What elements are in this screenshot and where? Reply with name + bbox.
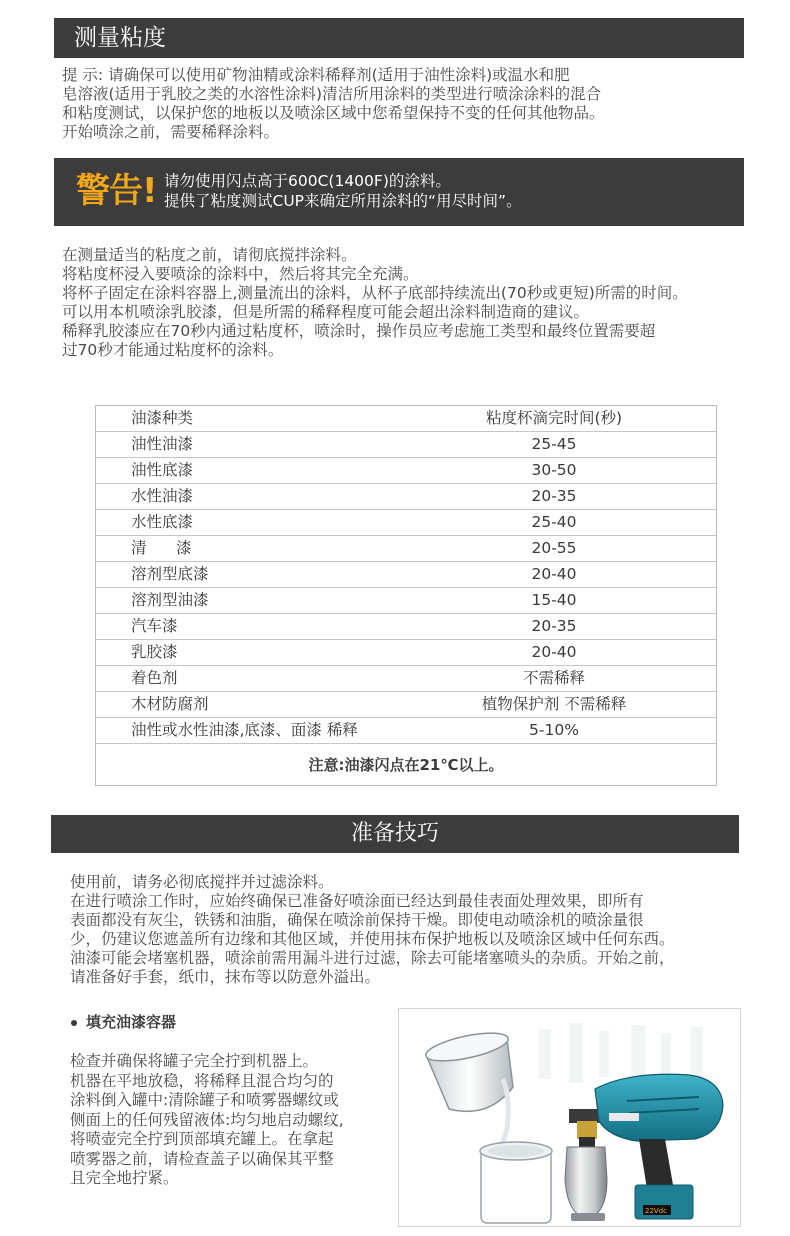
cell-flow-time: 不需稀释 — [522, 669, 585, 687]
sprayer-illustration — [399, 1009, 741, 1227]
text-line: 皂溶液(适用于乳胶之类的水溶性涂料)清洁所用涂料的类型进行喷涂涂料的混合 — [62, 85, 602, 103]
cell-flow-time: 植物保护剂 不需稀释 — [481, 695, 627, 713]
tip-paragraph — [62, 66, 605, 142]
cell-flow-time: 5-10% — [529, 721, 579, 739]
table-row — [96, 692, 716, 718]
text-line: 在测量适当的粘度之前，请彻底搅拌涂料。 — [62, 246, 357, 264]
warning-title: 警告! — [76, 171, 157, 211]
header-paint-type: 油漆种类 — [131, 409, 194, 427]
product-photo — [398, 1008, 741, 1227]
text-line: 且完全地拧紧。 — [70, 1169, 179, 1187]
cell-paint-type: 汽车漆 — [131, 617, 178, 635]
table-row — [96, 458, 716, 484]
cell-paint-type: 溶剂型底漆 — [131, 565, 209, 583]
section-title: 准备技巧 — [350, 821, 439, 846]
text-line: 和粘度测试，以保护您的地板以及喷涂区域中您希望保持不变的任何其他物品。 — [62, 104, 605, 122]
warning-box — [54, 158, 744, 226]
section-header-prep-tips — [51, 815, 739, 853]
cell-paint-type: 着色剂 — [131, 669, 178, 687]
cell-paint-type: 油性底漆 — [131, 461, 194, 479]
text-line: 可以用本机喷涂乳胶漆，但是所需的稀释程度可能会超出涂料制造商的建议。 — [62, 303, 590, 321]
table-note: 注意:油漆闪点在21℃以上。 — [308, 756, 504, 774]
fill-paragraph — [70, 1052, 344, 1189]
table-row — [96, 666, 716, 692]
table-row — [96, 588, 716, 614]
cell-paint-type: 水性底漆 — [131, 513, 194, 531]
cell-flow-time: 15-40 — [531, 591, 577, 609]
table-row — [96, 718, 716, 744]
table-row — [96, 640, 716, 666]
paint-container — [480, 1142, 552, 1223]
table-row — [96, 484, 716, 510]
text-line: 在进行喷涂工作时，应始终确保已准备好喷涂面已经达到最佳表面处理效果，即所有 — [70, 892, 644, 910]
fill-container-heading: 填充油漆容器 — [86, 1013, 177, 1031]
measure-steps-paragraph — [62, 246, 688, 360]
cell-flow-time: 20-35 — [531, 487, 577, 505]
text-line: 请准备好手套，纸巾，抹布等以防意外溢出。 — [70, 968, 381, 986]
text-line: 机器在平地放稳，将稀释且混合均匀的 — [70, 1071, 334, 1090]
text-line: 使用前，请务必彻底搅拌并过滤涂料。 — [70, 873, 334, 891]
text-line: 油漆可能会堵塞机器，喷涂前需用漏斗进行过滤，除去可能堵塞喷头的杂质。开始之前， — [70, 949, 675, 967]
bullet-dot-icon — [71, 1020, 77, 1026]
cell-paint-type: 油性或水性油漆,底漆、面漆 稀释 — [131, 721, 358, 739]
text-line: 将喷壶完全拧到顶部填充罐上。在拿起 — [70, 1130, 334, 1148]
cell-flow-time: 30-50 — [531, 461, 577, 479]
warning-text — [164, 171, 522, 211]
table-row — [96, 614, 716, 640]
text-line: 提 示: 请确保可以使用矿物油精或涂料稀释剂(适用于油性涂料)或温水和肥 — [62, 66, 570, 84]
text-line: 稀释乳胶漆应在70秒内通过粘度杯，喷涂时，操作员应考虑施工类型和最终位置需要超 — [62, 322, 656, 340]
warning-line: 请勿使用闪点高于600C(1400F)的涂料。 — [164, 172, 451, 190]
cell-paint-type: 木材防腐剂 — [131, 695, 209, 713]
spray-gun — [565, 1074, 723, 1221]
table-row — [96, 432, 716, 458]
text-line: 喷雾器之前，请检查盖子以确保其平整 — [70, 1149, 334, 1168]
cell-flow-time: 20-35 — [531, 617, 577, 635]
text-line: 开始喷涂之前，需要稀释涂料。 — [62, 123, 280, 141]
text-line: 将粘度杯浸入要喷涂的涂料中，然后将其完全充满。 — [62, 265, 419, 283]
table-row — [96, 510, 716, 536]
cell-paint-type: 乳胶漆 — [131, 643, 178, 661]
warning-line: 提供了粘度测试CUP来确定所用涂料的“用尽时间”。 — [164, 192, 522, 210]
text-line: 过70秒才能通过粘度杯的涂料。 — [62, 341, 284, 359]
table-row — [96, 562, 716, 588]
section-header-viscosity — [54, 18, 744, 58]
table-row — [96, 536, 716, 562]
cell-paint-type: 水性油漆 — [131, 487, 194, 505]
section-title: 测量粘度 — [74, 25, 166, 51]
text-line: 涂料倒入罐中:清除罐子和喷雾器螺纹或 — [70, 1091, 339, 1109]
cell-flow-time: 20-55 — [531, 539, 577, 557]
cell-paint-type: 清 漆 — [131, 539, 192, 557]
battery-label: 22Vdc — [645, 1207, 667, 1215]
viscosity-table — [95, 405, 717, 786]
text-line: 将杯子固定在涂料容器上,测量流出的涂料，从杯子底部持续流出(70秒或更短)所需的时间。 — [62, 284, 688, 302]
measuring-cup — [424, 1028, 513, 1151]
text-line: 少，仍建议您遮盖所有边缘和其他区域，并使用抹布保护地板以及喷涂区域中任何东西。 — [70, 930, 675, 948]
cell-flow-time: 20-40 — [531, 565, 577, 583]
cell-flow-time: 25-45 — [531, 435, 577, 453]
text-line: 表面都没有灰尘，铁锈和油脂，确保在喷涂前保持干燥。即使电动喷涂机的喷涂量很 — [70, 911, 644, 929]
cell-paint-type: 油性油漆 — [131, 435, 194, 453]
prep-paragraph — [70, 873, 675, 987]
header-flow-time: 粘度杯滴完时间(秒) — [485, 409, 623, 427]
cell-flow-time: 25-40 — [531, 513, 577, 531]
table-header-row — [96, 406, 716, 432]
text-line: 检查并确保将罐子完全拧到机器上。 — [70, 1052, 319, 1070]
cell-flow-time: 20-40 — [531, 643, 577, 661]
cell-paint-type: 溶剂型油漆 — [131, 591, 209, 609]
text-line: 侧面上的任何残留液体:均匀地启动螺纹, — [70, 1110, 344, 1129]
